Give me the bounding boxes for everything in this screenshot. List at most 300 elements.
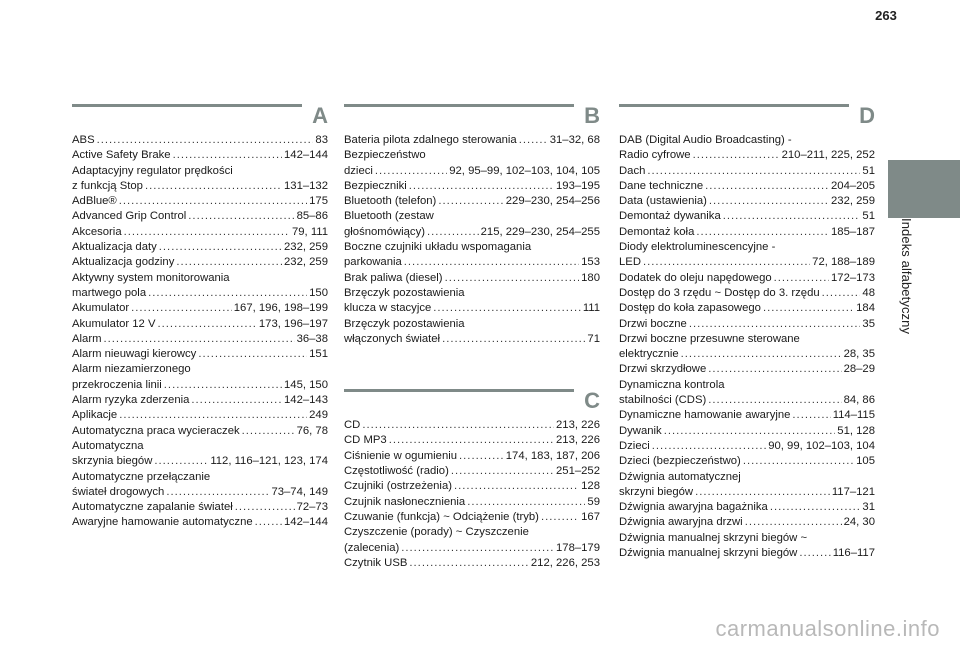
dot-leader (409, 556, 528, 571)
dot-leader (104, 332, 295, 347)
section-header-a (72, 104, 328, 128)
index-entry (619, 470, 875, 485)
index-entry-label: skrzynia biegów (72, 455, 153, 468)
dot-leader (409, 179, 554, 194)
index-entry (72, 485, 328, 500)
dot-leader (131, 301, 232, 316)
index-entry (619, 332, 875, 347)
index-entry-pages: 145, 150 (284, 378, 328, 391)
index-entry (344, 194, 600, 209)
index-entry-pages: 59 (587, 495, 600, 508)
index-entry-pages: 72–73 (296, 501, 328, 514)
index-entry (72, 439, 328, 454)
index-entry-pages: 31–32, 68 (549, 134, 600, 146)
index-entry (619, 408, 875, 423)
dot-leader (154, 454, 208, 469)
index-entry (619, 378, 875, 393)
index-entry-pages: 117–121 (831, 485, 875, 498)
index-entry (344, 510, 600, 525)
index-entry-pages: 85–86 (296, 210, 328, 223)
dot-leader (119, 408, 307, 423)
index-entry (344, 433, 600, 448)
dot-leader (375, 164, 447, 179)
index-entry-pages: 76, 78 (296, 424, 328, 437)
index-entry-pages: 180 (581, 271, 600, 284)
index-entry-pages: 212, 226, 253 (530, 556, 600, 569)
index-entry-label: Czyszczenie (porady) ~ Czyszczenie (344, 526, 529, 539)
index-entry-pages: 173, 196–197 (258, 317, 328, 330)
index-entry-label: AdBlue® (72, 195, 117, 208)
index-entry-pages: 28, 35 (843, 348, 875, 361)
index-entry-pages: 36–38 (296, 332, 328, 345)
index-entry-label: Alarm nieuwagi kierowcy (72, 348, 197, 361)
index-entry-label: Bezpieczeństwo (344, 149, 426, 162)
index-entry-label: LED (619, 256, 641, 269)
index-entry-label: głośnomówiący) (344, 225, 425, 238)
dot-leader (689, 317, 861, 332)
dot-leader (242, 424, 295, 439)
index-entry-pages: 92, 95–99, 102–103, 104, 105 (449, 164, 600, 177)
side-tab-label: Indeks alfabetyczny (899, 218, 914, 335)
index-entry-pages: 71 (587, 332, 600, 345)
index-entry-label: Alarm ryzyka zderzenia (72, 394, 190, 407)
index-entry-label: Alarm (72, 332, 102, 345)
section-rule (72, 104, 302, 107)
index-entry (72, 378, 328, 393)
index-entry-label: Dostęp do koła zapasowego (619, 302, 761, 315)
index-column-d (619, 104, 875, 561)
dot-leader (799, 546, 830, 561)
index-entry (619, 485, 875, 500)
index-entry-label: Dodatek do oleju napędowego (619, 271, 772, 284)
index-entry-label: Akumulator (72, 302, 130, 315)
index-entry (72, 393, 328, 408)
dot-leader (681, 347, 842, 362)
index-entry-pages: 111 (582, 302, 600, 315)
index-entry-label: przekroczenia linii (72, 378, 162, 391)
index-entry-label: martwego pola (72, 286, 147, 299)
index-entry-pages: 116–117 (832, 547, 875, 560)
index-entry-label: Brzęczyk pozostawienia (344, 317, 465, 330)
index-entry-pages: 232, 259 (284, 241, 328, 254)
index-entry-label: Dywanik (619, 424, 662, 437)
index-column-a (72, 104, 328, 531)
dot-leader (158, 317, 257, 332)
index-entry-pages: 167 (581, 510, 600, 523)
entries-d (619, 133, 875, 561)
dot-leader (191, 393, 282, 408)
index-entry (344, 301, 600, 316)
index-entry (72, 347, 328, 362)
dot-leader (235, 500, 295, 515)
index-entry (72, 194, 328, 209)
index-entry-label: Dynamiczna kontrola (619, 378, 725, 391)
index-entry-label: Dźwignia automatycznej (619, 470, 741, 483)
section-letter-b: B (584, 103, 600, 128)
index-entry-label: Aplikacje (72, 409, 118, 422)
index-entry (619, 164, 875, 179)
dot-leader (643, 255, 810, 270)
section-rule (344, 389, 574, 392)
dot-leader (164, 378, 282, 393)
index-entry-label: Dach (619, 164, 646, 177)
index-entry-pages: 31 (862, 501, 875, 514)
index-entry (619, 424, 875, 439)
dot-leader (774, 271, 829, 286)
index-entry-pages: 142–144 (284, 516, 328, 529)
index-entry (72, 271, 328, 286)
index-column-b (344, 104, 600, 571)
index-entry-pages: 83 (315, 134, 328, 146)
index-entry (619, 347, 875, 362)
index-entry-pages: 90, 99, 102–103, 104 (768, 439, 875, 452)
index-entry (72, 500, 328, 515)
section-header-c (344, 389, 600, 413)
index-entry (619, 194, 875, 209)
dot-leader (433, 301, 581, 316)
index-entry-label: Aktualizacja godziny (72, 256, 175, 269)
index-entry (72, 148, 328, 163)
index-entry-label: Dźwignia manualnej skrzyni biegów (619, 547, 798, 560)
index-entry-label: Dostęp do 3 rzędu ~ Dostęp do 3. rzędu (619, 286, 820, 299)
index-entry-label: Dźwignia awaryjna drzwi (619, 516, 743, 529)
dot-leader (743, 454, 854, 469)
dot-leader (451, 464, 554, 479)
index-entry-label: Automatyczne przełączanie (72, 470, 211, 483)
index-entry-label: Dźwignia awaryjna bagażnika (619, 501, 768, 514)
index-entry-label: Demontaż dywanika (619, 210, 721, 223)
section-letter-d: D (859, 103, 875, 128)
index-entry-pages: 142–143 (284, 394, 328, 407)
index-entry-label: Active Safety Brake (72, 149, 171, 162)
index-entry-pages: 213, 226 (556, 434, 600, 447)
index-entry (344, 164, 600, 179)
index-entry (72, 240, 328, 255)
index-entry-pages: 215, 229–230, 254–255 (480, 225, 600, 238)
dot-leader (459, 449, 504, 464)
dot-leader (708, 362, 841, 377)
index-entry-label: CD (344, 419, 361, 432)
index-entry (619, 500, 875, 515)
index-entry (619, 515, 875, 530)
index-entry (72, 332, 328, 347)
index-entry-pages: 24, 30 (843, 516, 875, 529)
index-entry-label: Boczne czujniki układu wspomagania (344, 241, 532, 254)
index-entry (344, 225, 600, 240)
dot-leader (404, 255, 579, 270)
index-entry-pages: 142–144 (284, 149, 328, 162)
dot-leader (198, 347, 307, 362)
index-entry (619, 286, 875, 301)
index-entry-pages: 178–179 (556, 541, 600, 554)
index-entry-label: Alarm niezamierzonego (72, 363, 191, 376)
index-entry-label: Demontaż koła (619, 225, 695, 238)
index-entry-label: parkowania (344, 256, 402, 269)
index-entry-pages: 232, 259 (284, 256, 328, 269)
index-entry (619, 225, 875, 240)
index-entry (619, 439, 875, 454)
index-entry-pages: 48 (862, 286, 875, 299)
index-entry (344, 464, 600, 479)
dot-leader (745, 515, 842, 530)
section-header-b (344, 104, 600, 128)
index-entry-pages: 232, 259 (831, 195, 875, 208)
dot-leader (770, 500, 861, 515)
index-entry-label: Bateria pilota zdalnego sterowania (344, 134, 517, 146)
index-entry (72, 255, 328, 270)
index-entry-label: Aktywny system monitorowania (72, 271, 230, 284)
dot-leader (255, 515, 282, 530)
index-entry (72, 164, 328, 179)
dot-leader (652, 439, 766, 454)
index-entry-label: dzieci (344, 164, 373, 177)
dot-leader (723, 209, 861, 224)
dot-leader (173, 148, 282, 163)
index-entry (344, 479, 600, 494)
dot-leader (705, 179, 829, 194)
dot-leader (362, 418, 554, 433)
index-entry (619, 240, 875, 255)
index-entry-pages: 175 (309, 195, 328, 208)
index-entry-pages: 112, 116–121, 123, 174 (210, 455, 328, 468)
index-entry (72, 408, 328, 423)
dot-leader (166, 485, 269, 500)
index-entry-label: DAB (Digital Audio Broadcasting) - (619, 134, 792, 146)
index-entry-label: Brak paliwa (diesel) (344, 271, 443, 284)
index-entry-pages: 153 (581, 256, 600, 269)
dot-leader (696, 225, 829, 240)
dot-leader (438, 194, 503, 209)
index-entry (344, 332, 600, 347)
index-entry (619, 255, 875, 270)
index-entry-pages: 185–187 (831, 225, 875, 238)
index-entry-pages: 84, 86 (843, 394, 875, 407)
dot-leader (119, 194, 307, 209)
index-entry-pages: 184 (856, 302, 875, 315)
index-entry-label: Data (ustawienia) (619, 195, 707, 208)
index-entry-label: Dynamiczne hamowanie awaryjne (619, 409, 791, 422)
index-entry (344, 525, 600, 540)
index-entry (344, 255, 600, 270)
index-entry-pages: 172–173 (831, 271, 875, 284)
index-entry (344, 556, 600, 571)
index-entry-pages: 35 (862, 317, 875, 330)
index-entry (72, 515, 328, 530)
index-entry-label: Drzwi skrzydłowe (619, 363, 707, 376)
index-entry (344, 541, 600, 556)
index-entry-label: Dzieci (bezpieczeństwo) (619, 455, 741, 468)
index-entry-label: z funkcją Stop (72, 179, 143, 192)
index-entry-pages: 174, 183, 187, 206 (505, 449, 600, 462)
index-entry-label: ABS (72, 134, 95, 146)
dot-leader (427, 225, 479, 240)
dot-leader (445, 271, 580, 286)
index-entry (344, 240, 600, 255)
watermark: carmanualsonline.info (715, 616, 940, 641)
dot-leader (519, 133, 548, 148)
index-entry (619, 317, 875, 332)
index-entry (619, 362, 875, 377)
index-entry-label: Częstotliwość (radio) (344, 465, 449, 478)
dot-leader (389, 433, 554, 448)
index-entry-pages: 193–195 (556, 179, 600, 192)
index-entry-pages: 51, 128 (837, 424, 875, 437)
index-entry (72, 317, 328, 332)
index-entry-label: Czytnik USB (344, 556, 408, 569)
index-entry (619, 454, 875, 469)
index-entry-pages: 105 (856, 455, 875, 468)
dot-leader (145, 179, 282, 194)
dot-leader (709, 194, 829, 209)
index-entry-pages: 249 (309, 409, 328, 422)
index-entry-label: Drzwi boczne (619, 317, 687, 330)
dot-leader (148, 286, 307, 301)
index-entry (72, 286, 328, 301)
index-entry (344, 317, 600, 332)
index-entry-label: (zalecenia) (344, 541, 400, 554)
dot-leader (401, 541, 554, 556)
dot-leader (159, 240, 282, 255)
section-letter-c: C (584, 388, 600, 414)
index-entry-label: włączonych świateł (344, 332, 441, 345)
index-entry (619, 546, 875, 561)
index-entry (72, 470, 328, 485)
index-entry (619, 179, 875, 194)
index-entry (72, 179, 328, 194)
index-entry-label: Bluetooth (zestaw (344, 210, 434, 223)
section-rule (619, 104, 849, 107)
index-entry (344, 209, 600, 224)
index-entry-pages: 204–205 (831, 179, 875, 192)
index-entry-pages: 114–115 (832, 409, 875, 422)
index-entry-pages: 72, 188–189 (812, 256, 875, 269)
entries-c (344, 418, 600, 571)
dot-leader (695, 485, 830, 500)
index-entry-pages: 150 (309, 286, 328, 299)
index-entry-label: Aktualizacja daty (72, 241, 157, 254)
index-entry (344, 179, 600, 194)
index-entry-pages: 79, 111 (291, 225, 328, 238)
index-entry-label: Dzieci (619, 439, 650, 452)
index-entry-label: Bezpieczniki (344, 179, 407, 192)
index-entry-label: Ciśnienie w ogumieniu (344, 449, 458, 462)
index-entry-label: stabilności (CDS) (619, 394, 707, 407)
dot-leader (124, 225, 290, 240)
dot-leader (664, 424, 836, 439)
dot-leader (467, 495, 585, 510)
index-entry-label: Radio cyfrowe (619, 149, 691, 162)
section-c-block (344, 389, 600, 571)
section-header-d (619, 104, 875, 128)
index-entry (619, 209, 875, 224)
dot-leader (763, 301, 854, 316)
index-entry-label: elektrycznie (619, 348, 679, 361)
index-entry-pages: 251–252 (556, 465, 600, 478)
index-entry-label: Drzwi boczne przesuwne sterowane (619, 332, 800, 345)
index-entry-pages: 210–211, 225, 252 (781, 149, 875, 162)
index-entry-label: Czuwanie (funkcja) ~ Odciążenie (tryb) (344, 510, 539, 523)
index-entry-pages: 51 (862, 210, 875, 223)
index-entry-label: Brzęczyk pozostawienia (344, 286, 465, 299)
index-entry (344, 271, 600, 286)
index-entry-label: Czujnik nasłonecznienia (344, 495, 466, 508)
section-rule (344, 104, 574, 107)
index-entry-pages: 213, 226 (556, 419, 600, 432)
index-entry-label: Dane techniczne (619, 179, 704, 192)
index-entry-label: Automatyczna (72, 439, 144, 452)
index-entry-pages: 128 (581, 480, 600, 493)
index-entry-label: Bluetooth (telefon) (344, 195, 437, 208)
index-entry (72, 133, 328, 148)
index-entry (72, 225, 328, 240)
entries-a (72, 133, 328, 531)
index-entry (344, 449, 600, 464)
index-entry-pages: 151 (309, 348, 328, 361)
dot-leader (693, 148, 780, 163)
dot-leader (188, 209, 294, 224)
index-entry-label: Automatyczna praca wycieraczek (72, 424, 240, 437)
index-entry (344, 286, 600, 301)
index-entry-pages: 131–132 (284, 179, 328, 192)
index-entry (344, 133, 600, 148)
index-entry (72, 301, 328, 316)
side-tab (888, 160, 960, 218)
dot-leader (708, 393, 841, 408)
index-entry-label: Akcesoria (72, 225, 122, 238)
index-entry (619, 393, 875, 408)
index-entry-pages: 28–29 (843, 363, 875, 376)
dot-leader (647, 164, 860, 179)
index-entry-pages: 229–230, 254–256 (505, 195, 600, 208)
index-entry-pages: 51 (862, 164, 875, 177)
index-entry-pages: 73–74, 149 (271, 485, 328, 498)
index-entry-label: Akumulator 12 V (72, 317, 156, 330)
index-entry-label: Advanced Grip Control (72, 210, 187, 223)
index-entry-label: Adaptacyjny regulator prędkości (72, 164, 233, 177)
index-entry-label: Awaryjne hamowanie automatyczne (72, 516, 253, 529)
index-entry (619, 148, 875, 163)
index-entry (619, 271, 875, 286)
index-entry-pages: 167, 196, 198–199 (233, 302, 328, 315)
dot-leader (442, 332, 585, 347)
index-entry-label: Dźwignia manualnej skrzyni biegów ~ (619, 531, 808, 544)
index-entry (72, 362, 328, 377)
entries-b (344, 133, 600, 347)
index-entry (619, 301, 875, 316)
index-entry (344, 495, 600, 510)
index-entry-label: klucza w stacyjce (344, 302, 432, 315)
dot-leader (792, 408, 830, 423)
index-entry (344, 148, 600, 163)
dot-leader (454, 479, 579, 494)
index-entry (72, 454, 328, 469)
index-entry-label: świateł drogowych (72, 485, 165, 498)
dot-leader (541, 510, 579, 525)
index-entry (72, 424, 328, 439)
index-entry-label: Diody elektroluminescencyjne - (619, 241, 776, 254)
dot-leader (822, 286, 861, 301)
index-entry-label: Automatyczne zapalanie świateł (72, 501, 233, 514)
index-entry (619, 133, 875, 148)
page-number: 263 (875, 8, 897, 23)
index-entry (72, 209, 328, 224)
index-entry-label: Czujniki (ostrzeżenia) (344, 480, 452, 493)
index-entry-label: CD MP3 (344, 434, 387, 447)
dot-leader (176, 255, 282, 270)
index-entry (344, 418, 600, 433)
section-letter-a: A (312, 103, 328, 128)
index-entry (619, 531, 875, 546)
